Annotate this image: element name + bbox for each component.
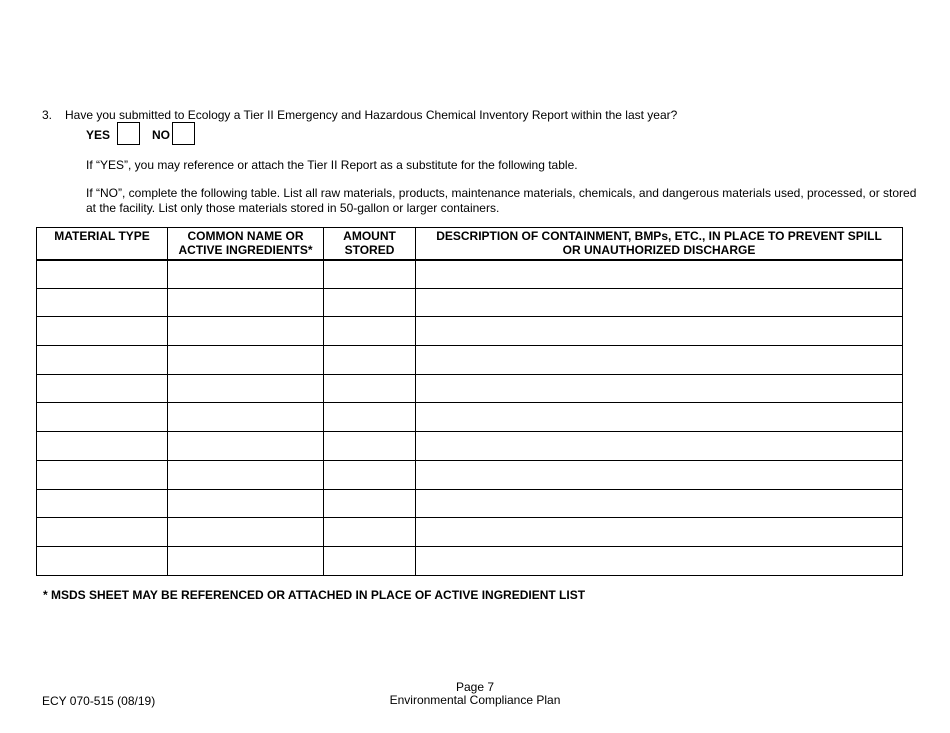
table-cell[interactable] [416,260,903,289]
plan-name: Environmental Compliance Plan [389,693,561,707]
header-material-type: MATERIAL TYPE [37,228,168,260]
table-cell[interactable] [324,346,416,375]
table-cell[interactable] [37,288,168,317]
table-cell[interactable] [324,489,416,518]
table-cell[interactable] [168,403,324,432]
table-cell[interactable] [168,374,324,403]
table-row [37,489,903,518]
table-cell[interactable] [168,489,324,518]
table-cell[interactable] [324,518,416,547]
table-cell[interactable] [168,518,324,547]
table-cell[interactable] [37,518,168,547]
no-checkbox[interactable] [172,122,195,145]
header-common-name: COMMON NAME OR ACTIVE INGREDIENTS* [168,228,324,260]
question-3 [42,108,677,122]
table-cell[interactable] [416,288,903,317]
table-row [37,288,903,317]
yes-checkbox[interactable] [117,122,140,145]
materials-table [36,227,903,576]
table-cell[interactable] [416,518,903,547]
table-cell[interactable] [168,546,324,575]
table-cell[interactable] [416,403,903,432]
table-cell[interactable] [168,460,324,489]
table-row [37,317,903,346]
table-cell[interactable] [416,432,903,461]
table-cell[interactable] [324,432,416,461]
table-cell[interactable] [37,317,168,346]
table-cell[interactable] [37,346,168,375]
table-cell[interactable] [416,346,903,375]
table-cell[interactable] [324,317,416,346]
table-row [37,403,903,432]
table-cell[interactable] [168,432,324,461]
table-cell[interactable] [416,317,903,346]
if-no-line-2: at the facility. List only those materials stored in 50-gallon or larger containers. [86,201,500,215]
table-cell[interactable] [324,288,416,317]
table-cell[interactable] [37,403,168,432]
table-row [37,432,903,461]
table-cell[interactable] [168,317,324,346]
question-number: 3. [42,108,53,122]
if-no-line-1: If “NO”, complete the following table. List all raw materials, products, maintenance materials, chemicals, and dangerous materials used, processed, or stored [86,186,917,200]
header-containment-description: DESCRIPTION OF CONTAINMENT, BMPs, ETC., IN PLACE TO PREVENT SPILL OR UNAUTHORIZED DISCHARGE [416,228,903,260]
if-yes-instruction: If “YES”, you may reference or attach the Tier II Report as a substitute for the following table. [86,158,578,172]
table-cell[interactable] [416,489,903,518]
table-cell[interactable] [37,260,168,289]
table-row [37,518,903,547]
table-cell[interactable] [416,374,903,403]
table-cell[interactable] [324,546,416,575]
table-cell[interactable] [324,403,416,432]
table-cell[interactable] [168,346,324,375]
table-body [37,260,903,576]
page-number: Page 7 [455,680,495,694]
no-label: NO [152,128,170,142]
table-cell[interactable] [168,288,324,317]
table-header-row [37,228,903,260]
table-row [37,260,903,289]
table-cell[interactable] [324,374,416,403]
table-cell[interactable] [416,460,903,489]
table-cell[interactable] [416,546,903,575]
header-amount-stored: AMOUNT STORED [324,228,416,260]
table-cell[interactable] [37,374,168,403]
table-cell[interactable] [37,432,168,461]
table-cell[interactable] [37,489,168,518]
form-code: ECY 070-515 (08/19) [42,694,156,708]
table-row [37,346,903,375]
table-cell[interactable] [168,260,324,289]
table-row [37,546,903,575]
if-no-instruction [86,186,916,216]
footnote: * MSDS SHEET MAY BE REFERENCED OR ATTACHED IN PLACE OF ACTIVE INGREDIENT LIST [43,588,586,602]
table-row [37,374,903,403]
yes-label: YES [86,128,111,142]
table-row [37,460,903,489]
table-cell[interactable] [37,460,168,489]
table-cell[interactable] [324,260,416,289]
table-cell[interactable] [324,460,416,489]
table-cell[interactable] [37,546,168,575]
question-text: Have you submitted to Ecology a Tier II Emergency and Hazardous Chemical Inventory Report within the last year? [65,108,678,122]
